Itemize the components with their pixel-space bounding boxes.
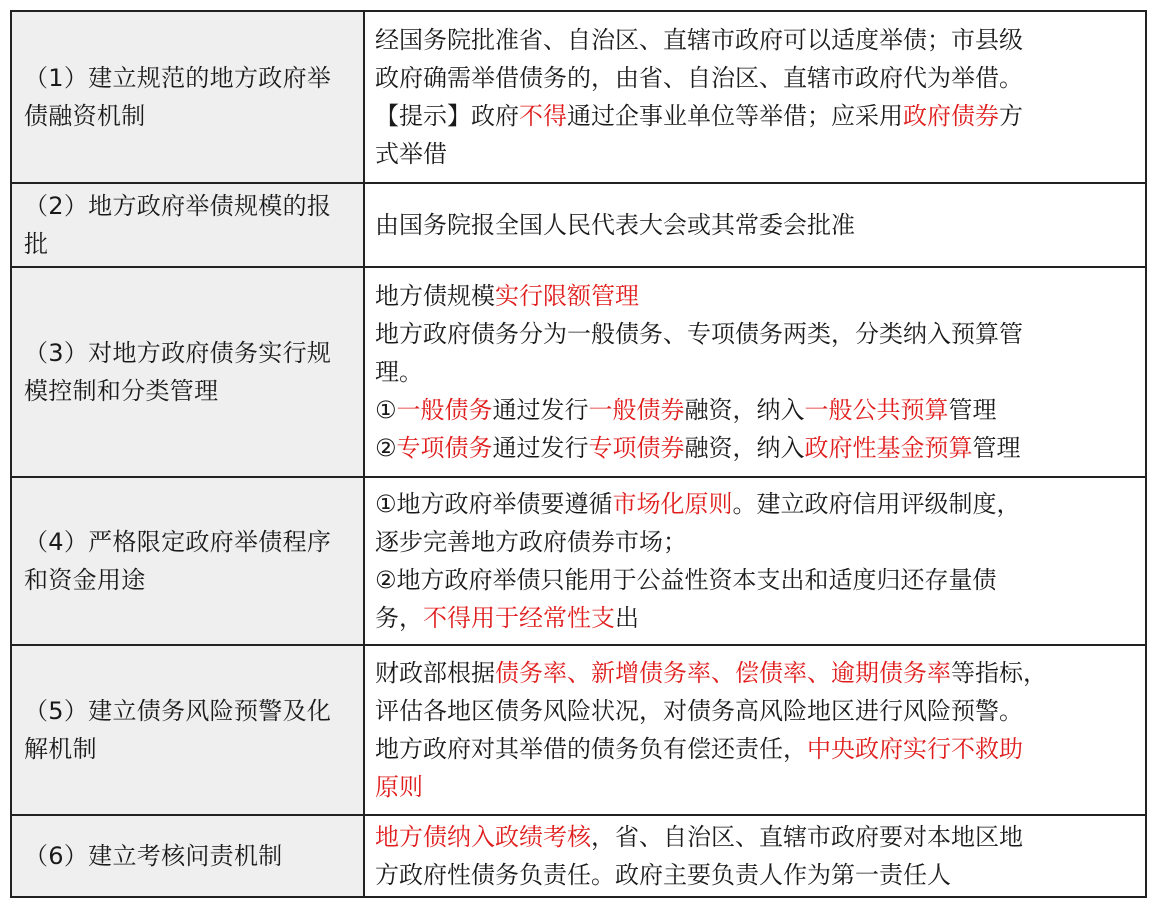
text-segment: 【提示】政府 bbox=[375, 102, 519, 130]
table-row bbox=[11, 11, 1146, 183]
description-line bbox=[375, 561, 1135, 599]
description-cell bbox=[364, 267, 1146, 477]
text-segment: 地方政府债务分为一般债务、专项债务两类，分类纳入预算管 bbox=[375, 320, 1023, 348]
text-segment: 由国务院报全国人民代表大会或其常委会批准 bbox=[375, 211, 855, 239]
description-line bbox=[375, 429, 1135, 467]
text-segment: 理。 bbox=[375, 358, 423, 386]
description-line bbox=[375, 97, 1135, 135]
text-segment: ① bbox=[375, 396, 397, 424]
text-segment: 通过发行 bbox=[492, 396, 589, 424]
text-segment: 。建立政府信用评级制度， bbox=[732, 490, 1021, 518]
text-segment: 政府确需举借债务的，由省、自治区、直辖市政府代为举借。 bbox=[375, 64, 1023, 92]
description-line bbox=[375, 59, 1135, 97]
description-cell bbox=[364, 183, 1146, 267]
highlighted-text: 政府债券 bbox=[903, 102, 999, 130]
description-line bbox=[375, 21, 1135, 59]
highlighted-text: 一般债券 bbox=[588, 396, 685, 424]
debt-management-table bbox=[10, 10, 1147, 898]
description-cell bbox=[364, 815, 1146, 897]
text-segment: ② bbox=[375, 434, 397, 462]
text-segment: 方政府性债务负责任。政府主要负责人作为第一责任人 bbox=[375, 861, 951, 889]
topic-cell: （3）对地方政府债务实行规模控制和分类管理 bbox=[11, 267, 364, 477]
description-line bbox=[375, 277, 1135, 315]
highlighted-text: 地方债纳入政绩考核 bbox=[375, 823, 591, 851]
text-segment: 通过企事业单位等举借；应采用 bbox=[567, 102, 903, 130]
description-line bbox=[375, 856, 1135, 894]
table-row bbox=[11, 477, 1146, 645]
table-row bbox=[11, 645, 1146, 815]
description-line bbox=[375, 768, 1135, 806]
text-segment: 评估各地区债务风险状况，对债务高风险地区进行风险预警。 bbox=[375, 697, 1023, 725]
highlighted-text: 原则 bbox=[375, 773, 423, 801]
description-line bbox=[375, 599, 1135, 637]
text-segment: ①地方政府举债要遵循 bbox=[375, 490, 613, 518]
description-line bbox=[375, 391, 1135, 429]
text-segment: 地方债规模 bbox=[375, 282, 495, 310]
description-line bbox=[375, 523, 1135, 561]
topic-cell: （2）地方政府举债规模的报批 bbox=[11, 183, 364, 267]
description-line bbox=[375, 206, 1135, 244]
highlighted-text: 专项债务 bbox=[396, 434, 493, 462]
text-segment: 融资，纳入 bbox=[684, 396, 805, 424]
description-cell bbox=[364, 477, 1146, 645]
description-cell bbox=[364, 645, 1146, 815]
description-line bbox=[375, 485, 1135, 523]
highlighted-text: 一般公共预算 bbox=[804, 396, 949, 424]
highlighted-text: 市场化原则 bbox=[612, 490, 733, 518]
highlighted-text: 政府性基金预算 bbox=[804, 434, 973, 462]
description-line bbox=[375, 818, 1135, 856]
table-body bbox=[11, 11, 1146, 897]
text-segment: ，省、自治区、直辖市政府要对本地区地 bbox=[591, 823, 1023, 851]
table-row bbox=[11, 267, 1146, 477]
description-line bbox=[375, 654, 1135, 692]
topic-cell: （4）严格限定政府举债程序和资金用途 bbox=[11, 477, 364, 645]
topic-cell: （5）建立债务风险预警及化解机制 bbox=[11, 645, 364, 815]
text-segment: 通过发行 bbox=[492, 434, 589, 462]
text-segment: 务， bbox=[375, 604, 423, 632]
text-segment: 方 bbox=[999, 102, 1023, 130]
description-line bbox=[375, 135, 1135, 173]
text-segment: 出 bbox=[615, 604, 639, 632]
description-cell bbox=[364, 11, 1146, 183]
highlighted-text: 专项债券 bbox=[588, 434, 685, 462]
description-line bbox=[375, 692, 1135, 730]
text-segment: 等指标， bbox=[951, 659, 1047, 687]
highlighted-text: 实行限额管理 bbox=[495, 282, 639, 310]
text-segment: ②地方政府举债只能用于公益性资本支出和适度归还存量债 bbox=[375, 566, 997, 594]
description-line bbox=[375, 353, 1135, 391]
text-segment: 管理 bbox=[972, 434, 1021, 462]
table-row bbox=[11, 183, 1146, 267]
text-segment: 融资，纳入 bbox=[684, 434, 805, 462]
topic-cell: （1）建立规范的地方政府举债融资机制 bbox=[11, 11, 364, 183]
highlighted-text: 中央政府实行不救助 bbox=[807, 735, 1023, 763]
text-segment: 管理 bbox=[948, 396, 997, 424]
highlighted-text: 债务率、新增债务率、偿债率、逾期债务率 bbox=[495, 659, 951, 687]
highlighted-text: 不得 bbox=[519, 102, 567, 130]
text-segment: 财政部根据 bbox=[375, 659, 495, 687]
topic-cell: （6）建立考核问责机制 bbox=[11, 815, 364, 897]
table-row bbox=[11, 815, 1146, 897]
text-segment: 地方政府对其举借的债务负有偿还责任， bbox=[375, 735, 807, 763]
highlighted-text: 一般债务 bbox=[396, 396, 493, 424]
text-segment: 逐步完善地方政府债券市场； bbox=[375, 528, 687, 556]
highlighted-text: 不得用于经常性支 bbox=[423, 604, 615, 632]
description-line bbox=[375, 315, 1135, 353]
text-segment: 式举借 bbox=[375, 140, 447, 168]
text-segment: 经国务院批准省、自治区、直辖市政府可以适度举债；市县级 bbox=[375, 26, 1023, 54]
description-line bbox=[375, 730, 1135, 768]
